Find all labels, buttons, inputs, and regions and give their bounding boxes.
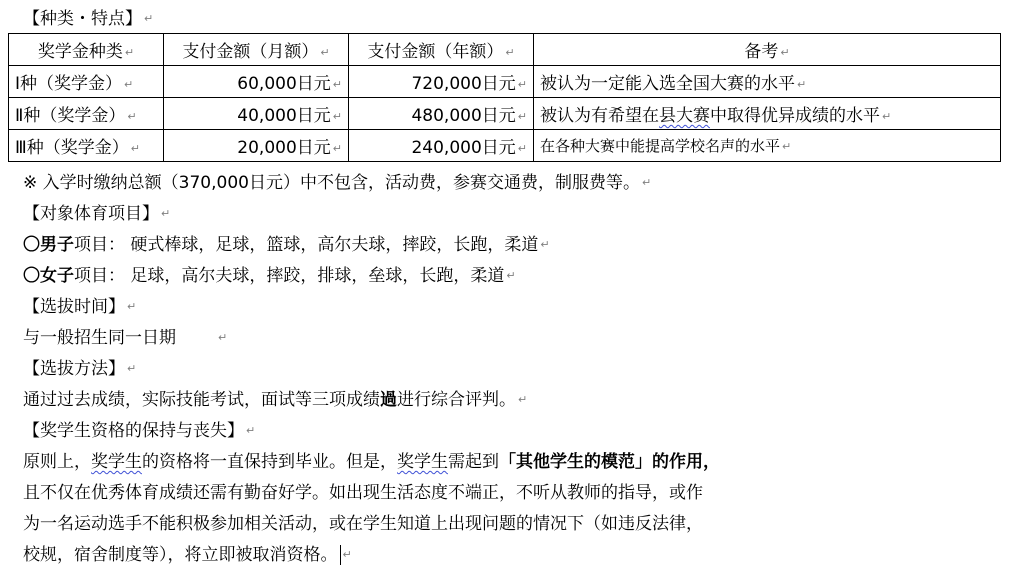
table-row <box>9 98 1001 130</box>
female-items: 足球，高尔夫球，摔跤，排球，垒球，长跑，柔道 <box>130 266 505 286</box>
table-row <box>9 66 1001 98</box>
male-items: 硬式棒球，足球，篮球，高尔夫球，摔跤，长跑，柔道 <box>130 235 539 255</box>
status-line-3: 为一名运动选手不能积极参加相关活动，或在学生知道上出现问题的情况下（如违反法律， <box>23 514 703 534</box>
cell-annual: 240,000日元 ↵ <box>349 130 534 162</box>
male-label: 项目： <box>74 235 125 255</box>
heading-timing: 【选拔时间】 ↵ <box>23 297 137 317</box>
timing-text: 与一般招生同一日期 ↵ <box>23 328 228 348</box>
cell-annual: 480,000日元 ↵ <box>349 98 534 130</box>
fee-note-text: ※ 入学时缴纳总额（370,000日元）中不包含，活动费，参赛交通费，制服费等。 <box>23 173 640 193</box>
header-cell-monthly: 支付金额（月额） ↵ <box>164 34 349 66</box>
cell-type: Ⅰ种（奖学金） ↵ <box>9 66 164 98</box>
header-cell-annual: 支付金额（年额） ↵ <box>349 34 534 66</box>
header-cell-note: 备考 ↵ <box>534 34 1001 66</box>
cell-monthly: 20,000日元 ↵ <box>164 130 349 162</box>
cell-note: 被认为有希望在县大赛中取得优异成绩的水平 ↵ <box>534 98 1001 130</box>
cell-note: 被认为一定能入选全国大赛的水平 ↵ <box>534 66 1001 98</box>
status-line-1: 原则上，奖学生的资格将一直保持到毕业。但是，奖学生需起到「其他学生的模范」的作用， <box>23 452 720 472</box>
heading-types <box>23 6 153 32</box>
heading-sports: 【对象体育项目】 ↵ <box>23 204 171 224</box>
fee-note: ※ 入学时缴纳总额（370,000日元）中不包含，活动费，参赛交通费，制服费等。 ↵ <box>23 173 652 193</box>
method-text: 通过过去成绩，实际技能考试，面试等三项成绩過进行综合评判。 ↵ <box>23 390 528 410</box>
header-cell-type: 奖学金种类 ↵ <box>9 34 164 66</box>
cell-monthly: 40,000日元 ↵ <box>164 98 349 130</box>
female-label: 项目： <box>74 266 125 286</box>
status-line-4: 校规，宿舍制度等），将立即被取消资格。 ↵ <box>23 545 352 565</box>
status-line-2: 且不仅在优秀体育成绩还需有勤奋好学。如出现生活态度不端正，不听从教师的指导，或作 <box>23 483 703 503</box>
cell-monthly: 60,000日元 ↵ <box>164 66 349 98</box>
male-sports-line: 〇男子项目： 硬式棒球，足球，篮球，高尔夫球，摔跤，长跑，柔道 ↵ <box>23 235 550 255</box>
female-sports-line: 〇女子项目： 足球，高尔夫球，摔跤，排球，垒球，长跑，柔道 ↵ <box>23 266 516 286</box>
heading-method: 【选拔方法】 ↵ <box>23 359 137 379</box>
cell-note: 在各种大赛中能提高学校名声的水平 ↵ <box>534 130 1001 162</box>
heading-status: 【奖学生资格的保持与丧失】 ↵ <box>23 421 256 441</box>
female-prefix: 〇女子 <box>23 266 74 286</box>
text-cursor[interactable] <box>340 545 341 565</box>
cell-type: Ⅲ种（奖学金） ↵ <box>9 130 164 162</box>
paragraph-mark: ↵ <box>144 12 154 25</box>
scholarship-table <box>8 33 1001 162</box>
spellcheck-squiggle: 奖学生 <box>91 452 142 472</box>
table-row <box>9 130 1001 162</box>
cell-type: Ⅱ种（奖学金） ↵ <box>9 98 164 130</box>
heading-types-text: 【种类・特点】 <box>23 9 142 29</box>
male-prefix: 〇男子 <box>23 235 74 255</box>
spellcheck-squiggle: 奖学生 <box>397 452 448 472</box>
table-header-row <box>9 34 1001 66</box>
cell-annual: 720,000日元 ↵ <box>349 66 534 98</box>
spellcheck-squiggle: 县大赛 <box>659 106 710 126</box>
